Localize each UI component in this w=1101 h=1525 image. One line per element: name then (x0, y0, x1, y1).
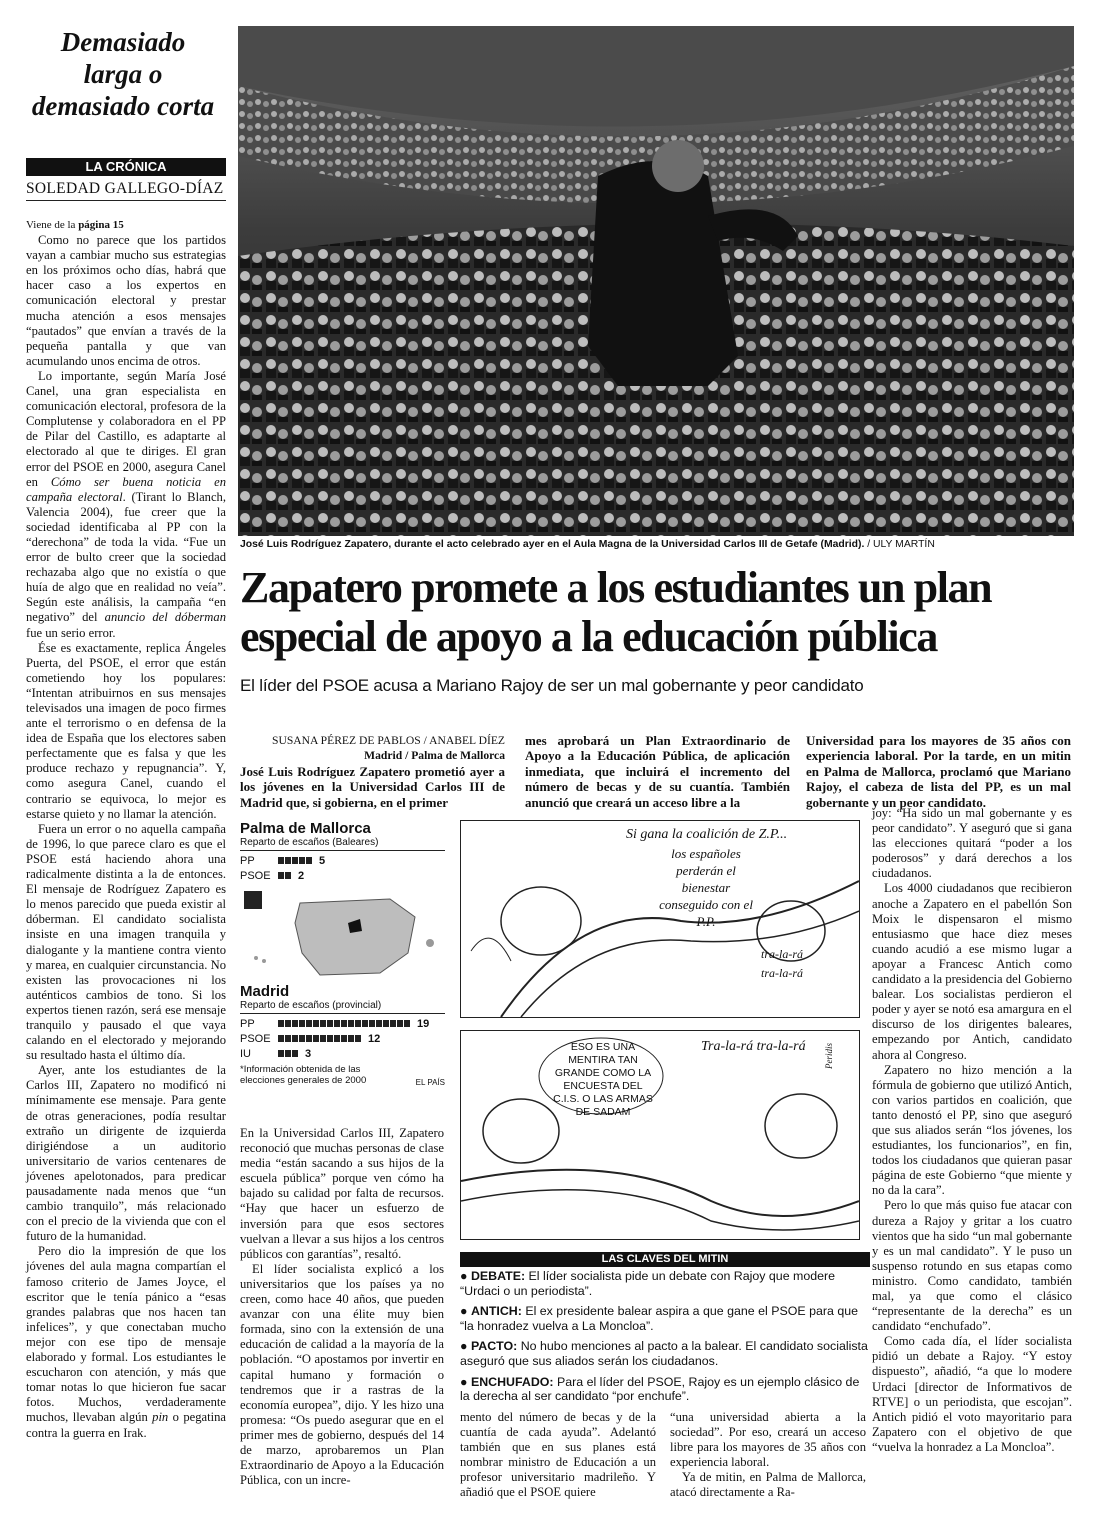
palma-rows (240, 853, 445, 883)
photo-caption: José Luis Rodríguez Zapatero, durante el acto celebrado ayer en el Aula Magna de la Universidad Carlos III de Getafe (Madrid). / ULY MARTÍN (240, 539, 935, 550)
claves-label: ANTICH: (470, 1304, 526, 1319)
body-paragraph: Ya de mitin, en Palma de Mallorca, atacó directamente a Ra- (670, 1470, 866, 1500)
cartoon-2 (460, 1030, 860, 1240)
sidebar-paragraph: Pero dio la impresión de que los jóvenes del aula magna compartían el famoso criterio de James Joyce, el escritor que le tenía pánico a “esas grandes palabras que nos hacen tan infelices”, y que conectaban mucho mejor con ese tipo de mensaje elaborado y formal. Los estudiantes le escucharon con atención, y más que tomar notas lo que hicieron fue sacar fotos. Muchos, verdaderamente muchos, llevaban algún pin o pegatina contra la guerra en Irak. (26, 1244, 226, 1440)
claves-label: DEBATE: (470, 1269, 529, 1283)
sidebar-paragraph: Como no parece que los partidos vayan a cambiar mucho sus estrategias en los próximos ocho días, habrá que hacer caso a los expertos en comunicación electoral y prestar mucha atención a esos mensajes “pautados” que envían a través de la pequeña pantalla y que van acumulando unos encima de otros. (26, 233, 226, 368)
claves-title: LAS CLAVES DEL MITIN (460, 1252, 870, 1267)
seat-bar (278, 1050, 299, 1057)
seat-count: 2 (298, 869, 305, 882)
body-paragraph: “una universidad abierta a la sociedad”. Por eso, creará un acceso libre para los mayores de 35 años con experiencia laboral. (670, 1410, 866, 1470)
author-rule (26, 200, 226, 201)
bullet-icon: ● (460, 1339, 471, 1354)
seat-count: 19 (417, 1017, 430, 1030)
seat-bar (278, 872, 292, 879)
seat-row (240, 1046, 445, 1061)
seat-party: PSOE (240, 1032, 271, 1045)
sidebar-paragraph: Ayer, ante los estudiantes de la Carlos III, Zapatero no modificó ni mínimamente ese mensaje. Para gente de otras generaciones, podía resultar extraño un dirigente de izquierda dirigiéndose a un auditorio universitario de varios centenares de jóvenes apelotonados, para predicar pausadamente nada menos que “un cambio tranquilo”, más relacionado con el precio de la vivienda que con el futuro de la humanidad. (26, 1063, 226, 1244)
seat-party: PSOE (240, 869, 271, 882)
claves-text: El ex presidente balear aspira a que gane el PSOE para que “la honradez vuelva a La Moncloa”. (460, 1304, 859, 1333)
sidebar-paragraph: Ése es exactamente, replica Ángeles Puerta, del PSOE, el error que están cometiendo hoy los populares: “Intentan atribuirnos en sus mensajes televisados una imagen de poco firmes ante el terrorismo o en defensa de la idea de España que los electores saben perfectamente que es falsa y que les produce rechazo y repugnancia”. Y, como asegura Canel, cuando el contrario se equivoca, lo mejor es estarse quieto y no llamar la atención. (26, 640, 226, 821)
headline: Zapatero promete a los estudiantes un plan especial de apoyo a la educación pública (240, 563, 992, 661)
lead-col-2: mes aprobará un Plan Extraordinario de Apoyo a la Educación Pública, de aplicación inmediata, que incluirá el incremento del número de becas y de su cuantía. También anunció que creará un acceso libre a la (525, 733, 790, 810)
madrid-title: Madrid (240, 983, 290, 1000)
claves-list (460, 1269, 870, 1404)
cartoon-2-bubble-left: ESO ES UNA MENTIRA TAN GRANDE COMO LA ENCUESTA DEL C.I.S. O LAS ARMAS DE SADAM (553, 1041, 653, 1118)
seats-note: *Información obtenida de las elecciones generales de 2000 (240, 1064, 367, 1086)
seat-row (240, 853, 445, 868)
bullet-icon: ● (460, 1304, 471, 1319)
bullet-icon: ● (460, 1269, 471, 1283)
body-col-2 (240, 1126, 444, 1488)
palma-subtitle: Reparto de escaños (Baleares) (240, 837, 445, 851)
body-paragraph: Como cada día, el líder socialista pidió un debate a Rajoy. “Y estoy dispuesto”, añadió, “a que lo modere Urdaci [director de Informativos de RTVE] o un periodista, que escojan”. Antich pidió el voto mayoritario para Zapatero con el objetivo de que “vuelva la honradez a La Moncloa”. (872, 1334, 1072, 1454)
claves-text: Para el líder del PSOE, Rajoy es un ejemplo clásico de la derecha al ser candidato “por enchufe”. (460, 1374, 860, 1404)
seat-bar (278, 857, 313, 864)
madrid-subtitle: Reparto de escaños (provincial) (240, 1000, 445, 1014)
lead-col-3: Universidad para los mayores de 35 años con experiencia laboral. Por la tarde, en un mitin en Palma de Mallorca, proclamó que Mariano Rajoy, el cabeza de lista del PP, es un mal gobernante y un peor candidato. (806, 733, 1071, 810)
body-paragraph: El líder socialista explicó a los universitarios que los países ya no creen, como hace 40 años, que pueden avanzar con una élite muy bien formada, sino con la extensión de una educación de calidad a la mayoría de la población. “O apostamos por invertir en capital humano y formación o tendremos que ir a rastras de la economía europea”, dijo. Y les hizo una promesa: “Os puedo asegurar que en el primer mes de gobierno, después del 14 de marzo, aprobaremos un Plan Extraordinario de Apoyo a la Educación Pública, con un incre- (240, 1261, 444, 1488)
seat-party: PP (240, 1017, 255, 1030)
cartoon-1-bubble-main: los españoles perderán el bienestar conseguido con el P.P. (659, 846, 753, 929)
seat-row (240, 868, 445, 883)
sidebar-title: Demasiado larga o demasiado corta (31, 27, 215, 121)
claves-item (460, 1375, 870, 1404)
sidebar-paragraph: Fuera un error o no aquella campaña de 1996, lo que parece claro es que el PSOE está haciendo ahora una radicalmente distinta a la de entonces. El mensaje de Rodríguez Zapatero es lo menos parecido que pueda existir al dóberman. El candidato socialista insiste en una imagen tranquila y dialogante y la mantiene contra viento y marea, en cualquier circunstancia. No existen las provocaciones ni los auténticos cambios de tono. Si los expertos tienen razón, será ese mensaje tranquilo y pausado el que vaya calando en el electorado y mejorando su resultado hasta el último día. (26, 821, 226, 1063)
cartoon-2-drawing (461, 1031, 859, 1239)
seat-count: 12 (368, 1032, 381, 1045)
spain-map (240, 883, 445, 983)
photo-credit: / ULY MARTÍN (867, 539, 935, 550)
cartoon-2-bubble-right: Tra-la-rá tra-la-rá (701, 1039, 806, 1054)
main-photo (238, 26, 1074, 536)
cartoon-1 (460, 820, 860, 1018)
sidebar-body (26, 218, 226, 1441)
auditorium-photo (238, 26, 1074, 536)
claves-text: El líder socialista pide un debate con Rajoy que modere “Urdaci o un periodista”. (460, 1269, 836, 1298)
cartoon-2-signature: Peridis (824, 1043, 834, 1069)
claves-text: No hubo menciones al pacto a la balear. El candidato socialista aseguró que sus aliados serán los ciudadanos. (460, 1339, 868, 1368)
seat-row (240, 1031, 445, 1046)
body-col-4 (670, 1410, 866, 1501)
claves-label: PACTO: (470, 1339, 521, 1354)
body-paragraph: Pero lo que más quiso fue atacar con dureza a Rajoy y gritar a los cuatro vientos que ha sido “un mal gobernante y es un mal candidato”. Y le puso un suspenso rotundo en sus etapas como ministro. Como candidato, también mal, ya que como el clásico “representante de la derecha” es un candidato “enchufado”. (872, 1198, 1072, 1334)
lead-col-1: José Luis Rodríguez Zapatero prometió ayer a los jóvenes en la Universidad Carlos III de Madrid que, si gobierna, en el primer (240, 764, 505, 810)
seat-row (240, 1016, 445, 1031)
madrid-rows (240, 1016, 445, 1061)
claves-box (460, 1252, 870, 1410)
claves-label: ENCHUFADO: (470, 1374, 557, 1389)
continued-link[interactable]: página 15 (78, 219, 124, 231)
body-col-5 (872, 806, 1072, 1455)
body-paragraph: joy: “Ha sido un mal gobernante y es peor candidato”. Y aseguró que si gana las elecciones quitará “poder a los poderosos” y dará derechos a los ciudadanos. (872, 806, 1072, 881)
author-name: SOLEDAD GALLEGO-DÍAZ (26, 180, 224, 197)
bullet-icon: ● (460, 1374, 471, 1389)
seat-count: 5 (319, 854, 326, 867)
seats-source: EL PAÍS (415, 1078, 445, 1087)
subheadline: El líder del PSOE acusa a Mariano Rajoy de ser un mal gobernante y peor candidato (240, 676, 864, 695)
seat-party: IU (240, 1047, 251, 1060)
body-paragraph: mento del número de becas y de la cuantía de cada ayuda”. Adelantó también que en sus planes está nombrar ministro de Educación a un profesor universitario madrileño. Y añadió que el PSOE quiere (460, 1410, 656, 1500)
body-col-3 (460, 1410, 656, 1501)
body-paragraph: Zapatero no hizo mención a la fórmula de gobierno que utilizó Antich, con varios partidos en coalición, que tanto denostó el PP, sino que aseguró que sus aliados serán “los jóvenes, los estudiantes, los funcionarios”, en fin, todos los ciudadanos que quieran pasar página de este Gobierno “que miente y no da la cara”. (872, 1062, 1072, 1198)
sidebar-paragraph: Lo importante, según María José Canel, una gran especialista en comunicación electoral, profesora de la Complutense y colaboradora en el PP de Pilar del Castillo, es adaptarte al electorado al que te diriges. El gran error del PSOE en 2000, asegura Canel en Cómo ser buena noticia en campaña electoral. (Tirant lo Blanch, Valencia 2004), fue creer que la sociedad identificaba al PP con la “derechona” de toda la vida. “Fue un error de bulto creer que la sociedad rechazaba algo que no existía o que huía de algo que en realidad no veía”. Según este análisis, la campaña “en negativo” del anuncio del dóberman fue un serio error. (26, 368, 226, 640)
claves-item (460, 1339, 870, 1368)
body-paragraph: En la Universidad Carlos III, Zapatero reconoció que muchas personas de clase media “están sacando a sus hijos de la escuela pública” porque ven cómo ha bajado su calidad por falta de recursos. “Hay que hacer un esfuerzo de inversión para que esos sectores vuelvan a llevar a sus hijos a los centros públicos con garantías”, resaltó. (240, 1126, 444, 1261)
continued-note: Viene de la página 15 (26, 219, 124, 231)
seat-party: PP (240, 854, 255, 867)
palma-title: Palma de Mallorca (240, 820, 371, 837)
map-spain (240, 883, 445, 983)
psoe-logo-icon (244, 891, 262, 909)
cartoon-1-tra-1: tra-la-rá (761, 947, 803, 961)
claves-item (460, 1269, 870, 1298)
cartoon-1-bubble-top: Si gana la coalición de Z.P... (626, 827, 788, 842)
claves-item (460, 1304, 870, 1333)
cartoon-1-tra-2: tra-la-rá (761, 966, 803, 980)
byline: SUSANA PÉREZ DE PABLOS / ANABEL DÍEZ Madrid / Palma de Mallorca (272, 734, 505, 762)
seat-bar (278, 1035, 362, 1042)
seat-bar (278, 1020, 411, 1027)
body-paragraph: Los 4000 ciudadanos que recibieron anoche a Zapatero en el pabellón Son Moix le dispensaron el mismo entusiasmo que hace diez meses cuando acudió a ese mismo lugar a apoyar a Francesc Antich como candidato a la presidencia del Gobierno balear. Los socialistas perdieron el poder y ayer se notó esa amargura en el discurso de los dirigentes baleares, empezando por Antich, candidato ahora al Congreso. (872, 881, 1072, 1062)
seats-graphic (240, 820, 445, 1110)
seat-count: 3 (305, 1047, 312, 1060)
section-bar: LA CRÓNICA (26, 158, 226, 176)
